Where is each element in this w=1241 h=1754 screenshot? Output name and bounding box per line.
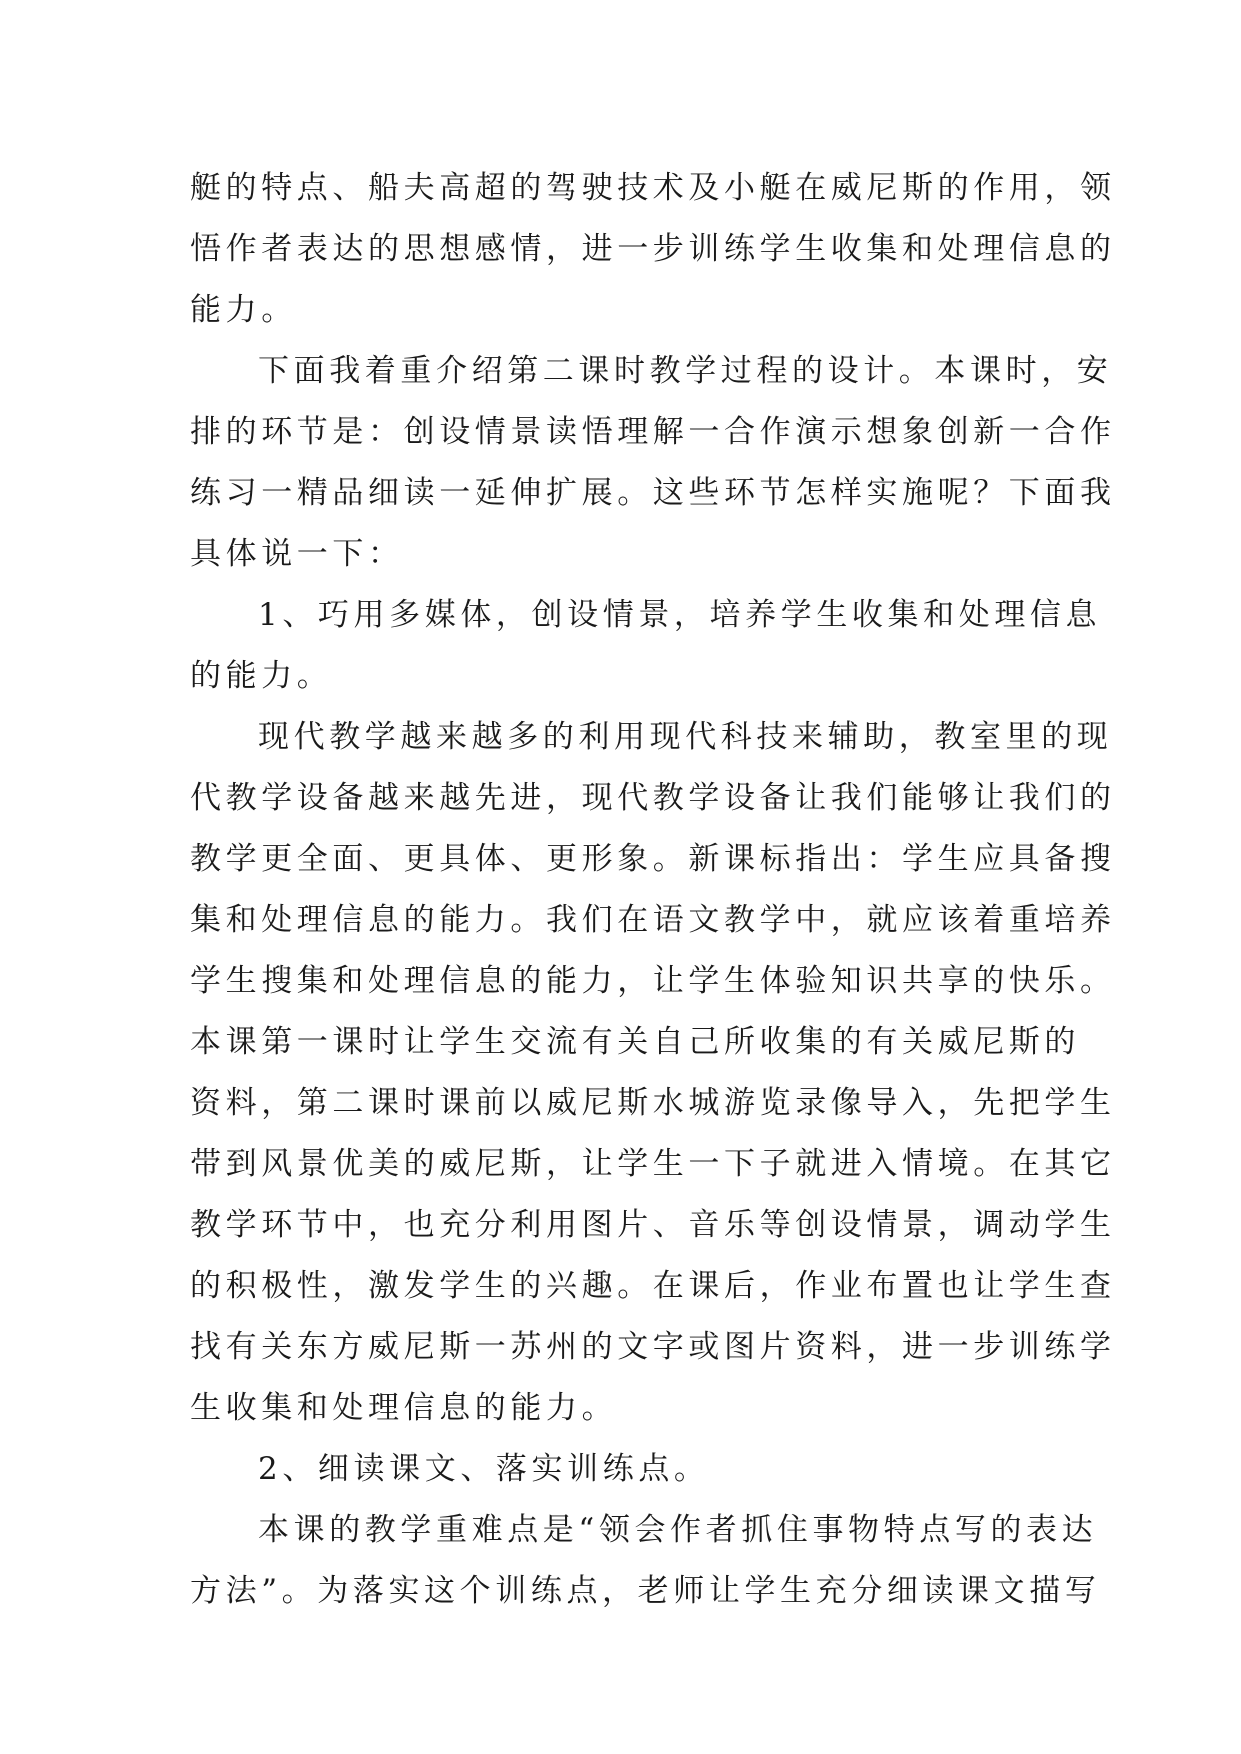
text-line: 学生搜集和处理信息的能力，让学生体验知识共享的快乐。: [190, 963, 1116, 999]
text-line: 的能力。: [190, 658, 333, 694]
text-line: 艇的特点、船夫高超的驾驶技术及小艇在威尼斯的作用，领: [190, 170, 1116, 206]
text-line: 集和处理信息的能力。我们在语文教学中，就应该着重培养: [190, 902, 1116, 938]
paragraph-start-line: 下面我着重介绍第二课时教学过程的设计。本课时，安: [258, 353, 1113, 389]
text-line: 悟作者表达的思想感情，进一步训练学生收集和处理信息的: [190, 231, 1116, 267]
text-line: 教学更全面、更具体、更形象。新课标指出：学生应具备搜: [190, 841, 1116, 877]
text-line: 的积极性，激发学生的兴趣。在课后，作业布置也让学生查: [190, 1268, 1116, 1304]
text-line: 能力。: [190, 292, 297, 328]
text-line: 排的环节是：创设情景读悟理解一合作演示想象创新一合作: [190, 414, 1116, 450]
text-line: 教学环节中，也充分利用图片、音乐等创设情景，调动学生: [190, 1207, 1116, 1243]
text-line: 本课第一课时让学生交流有关自己所收集的有关威尼斯的: [190, 1024, 1080, 1060]
section-heading-line: 1、巧用多媒体，创设情景，培养学生收集和处理信息: [258, 597, 1102, 633]
paragraph-start-line: 本课的教学重难点是“领会作者抓住事物特点写的表达: [258, 1512, 1098, 1548]
text-line: 具体说一下：: [190, 536, 404, 572]
body-text: [190, 158, 1116, 1622]
paragraph-start-line: 现代教学越来越多的利用现代科技来辅助，教室里的现: [258, 719, 1113, 755]
text-line: 资料，第二课时课前以威尼斯水城游览录像导入，先把学生: [190, 1085, 1116, 1121]
text-line: 代教学设备越来越先进，现代教学设备让我们能够让我们的: [190, 780, 1116, 816]
text-line: 练习一精品细读一延伸扩展。这些环节怎样实施呢？下面我: [190, 475, 1116, 511]
text-line: 方法”。为落实这个训练点，老师让学生充分细读课文描写: [190, 1573, 1101, 1609]
section-heading-line: 2、细读课文、落实训练点。: [258, 1451, 710, 1487]
text-line: 找有关东方威尼斯一苏州的文字或图片资料，进一步训练学: [190, 1329, 1116, 1365]
text-line: 生收集和处理信息的能力。: [190, 1390, 618, 1426]
text-line: 带到风景优美的威尼斯，让学生一下子就进入情境。在其它: [190, 1146, 1116, 1182]
